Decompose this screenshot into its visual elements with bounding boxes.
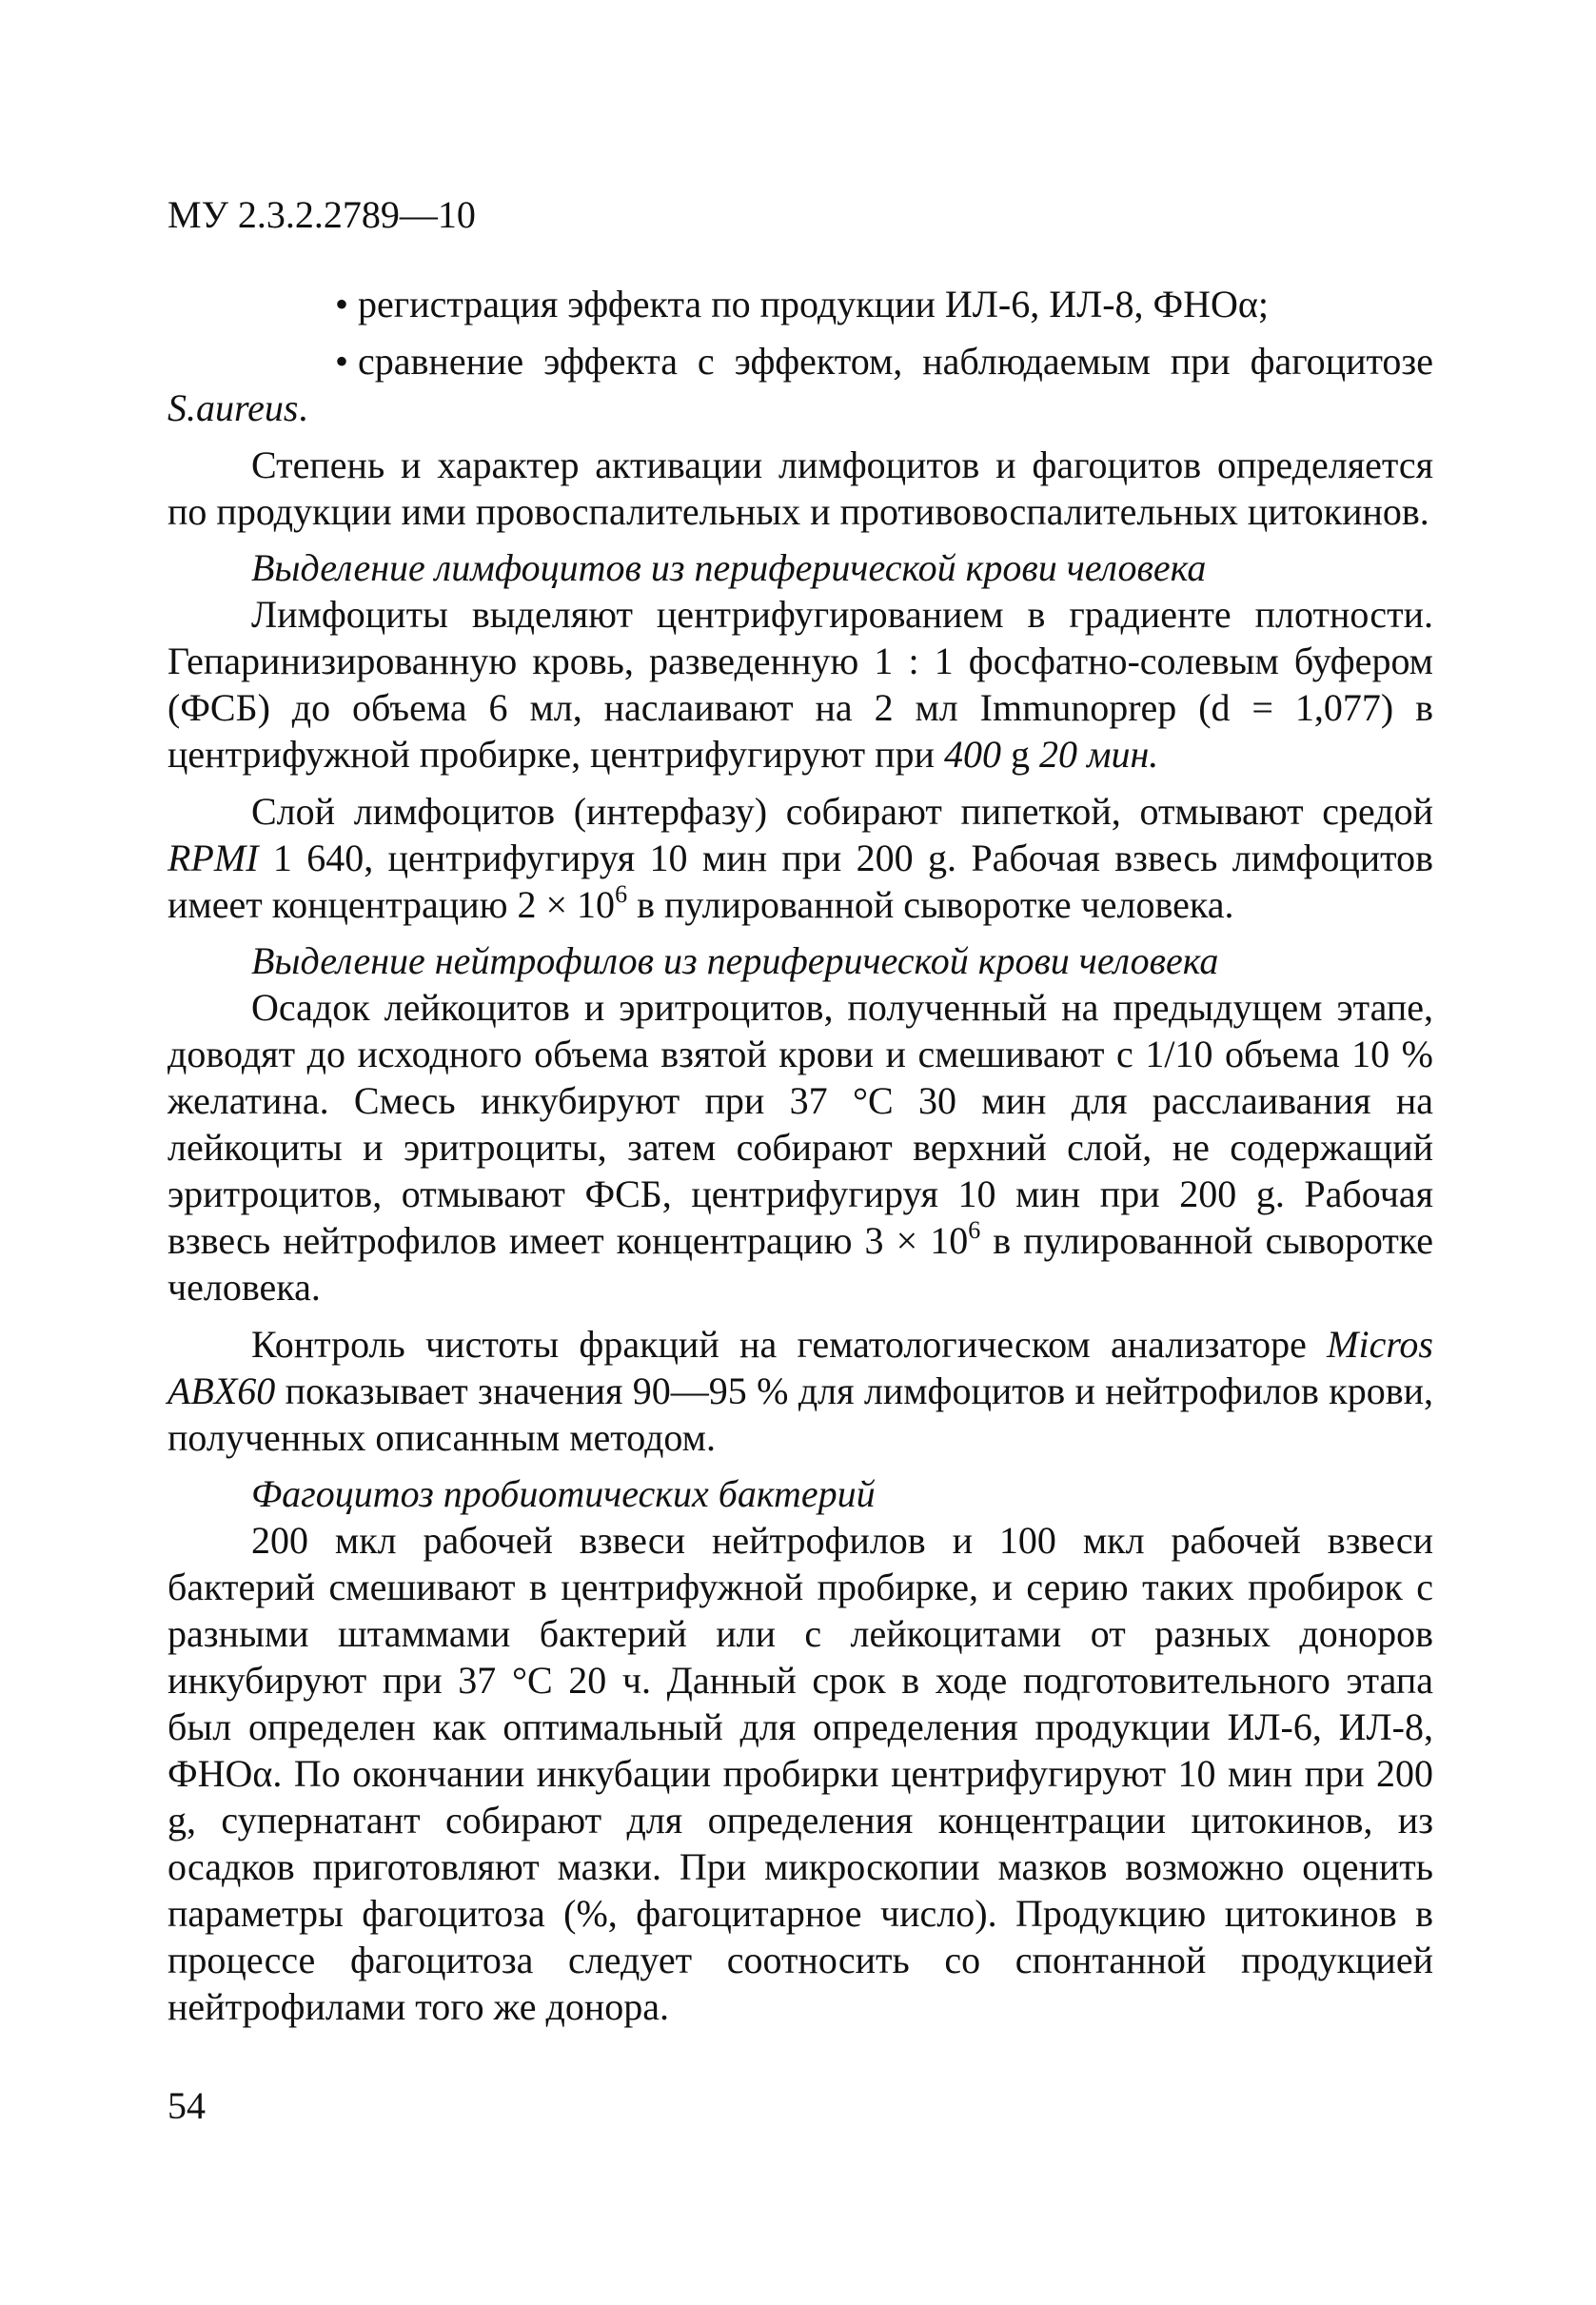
section-heading-neutrophils: Выделение нейтрофилов из периферической крови человека	[251, 939, 1219, 982]
text-run: показывает значения 90—95 % для лимфоцитов и нейтрофилов крови, полученных описанным методом.	[167, 1369, 1433, 1459]
section-heading-lymphocytes: Выделение лимфоцитов из периферической крови человека	[251, 546, 1207, 589]
analyzer-name: Micros ABX60	[167, 1323, 1433, 1412]
document-code: МУ 2.3.2.2789—10	[167, 193, 476, 236]
medium-name: RPMI	[167, 837, 259, 879]
bullet-item-comparison	[167, 338, 1433, 431]
page-number: 54	[167, 2084, 206, 2127]
bullet-text: регистрация эффекта по продукции ИЛ-6, ИЛ-8, ФНОα;	[358, 283, 1269, 325]
paragraph-lymphocyte-isolation	[167, 591, 1433, 778]
exponent: 6	[968, 1216, 981, 1244]
text-run: Контроль чистоты фракций на гематологическом анализаторе	[251, 1323, 1328, 1366]
bullet-end: .	[298, 386, 308, 429]
text-run: g	[1000, 733, 1039, 776]
text-run: в пулированной сыворотке человека.	[627, 883, 1234, 926]
text-run: Осадок лейкоцитов и эритроцитов, полученный на предыдущем этапе, доводят до исходного объема взятой крови и смешивают с 1/10 объема 10 % желатина. Смесь инкубируют при 37 °С 30 мин для расслаивания на лейкоциты и эритроциты, затем собирают верхний слой, не содержащий эритроцитов, отмывают ФСБ, центрифугируя 10 мин при 200 g. Рабочая взвесь нейтрофилов имеет концентрацию 3 × 10	[167, 986, 1433, 1262]
text-run: 1 640, центрифугируя 10 мин при 200 g. Рабочая взвесь лимфоцитов имеет концентрацию 2 × 10	[167, 837, 1433, 926]
paragraph-neutrophil-isolation	[167, 984, 1433, 1310]
text-run-italic: 20 мин.	[1038, 733, 1159, 776]
page-body	[167, 281, 1433, 2030]
bullet-item-registration	[167, 281, 1433, 327]
text-run: Слой лимфоцитов (интерфазу) собирают пипеткой, отмывают средой	[251, 790, 1433, 833]
text-run: в пулированной сыворотке человека.	[167, 1219, 1433, 1309]
section-heading-phagocytosis: Фагоцитоз пробиотических бактерий	[251, 1472, 876, 1515]
text-run-italic: 400	[943, 733, 1001, 776]
paragraph-phagocytosis: 200 мкл рабочей взвеси нейтрофилов и 100 мкл рабочей взвеси бактерий смешивают в центрифужной пробирке, и серию таких пробирок с разными штаммами бактерий или с лейкоцитами от разных доноров инкубируют при 37 °С 20 ч. Данный срок в ходе подготовительного этапа был определен как оптимальный для определения продукции ИЛ-6, ИЛ-8, ФНОα. По окончании инкубации пробирки центрифугируют 10 мин при 200 g, супернатант собирают для определения концентрации цитокинов, из осадков приготовляют мазки. При микроскопии мазков возможно оценить параметры фагоцитоза (%, фагоцитарное число). Продукцию цитокинов в процессе фагоцитоза следует соотносить со спонтанной продукцией нейтрофилами того же донора.	[167, 1519, 1433, 2028]
paragraph-lymphocyte-layer	[167, 788, 1433, 928]
bullet-dot-icon: •	[335, 283, 349, 325]
paragraph-activation: Степень и характер активации лимфоцитов и фагоцитов определяется по продукции ими провоспалительных и противовоспалительных цитокинов.	[167, 443, 1433, 533]
paragraph-purity-control	[167, 1321, 1433, 1461]
exponent: 6	[615, 880, 628, 908]
bullet-text: сравнение эффекта с эффектом, наблюдаемым при фагоцитозе	[358, 340, 1433, 383]
species-name: S.aureus	[167, 386, 299, 429]
text-run: Лимфоциты выделяют центрифугированием в градиенте плотности. Гепаринизированную кровь, разведенную 1 : 1 фосфатно-солевым буфером (ФСБ) до объема 6 мл, наслаивают на 2 мл Immunoprep (d = 1,077) в центрифужной пробирке, центрифугируют при	[167, 593, 1433, 776]
bullet-dot-icon: •	[335, 340, 349, 383]
